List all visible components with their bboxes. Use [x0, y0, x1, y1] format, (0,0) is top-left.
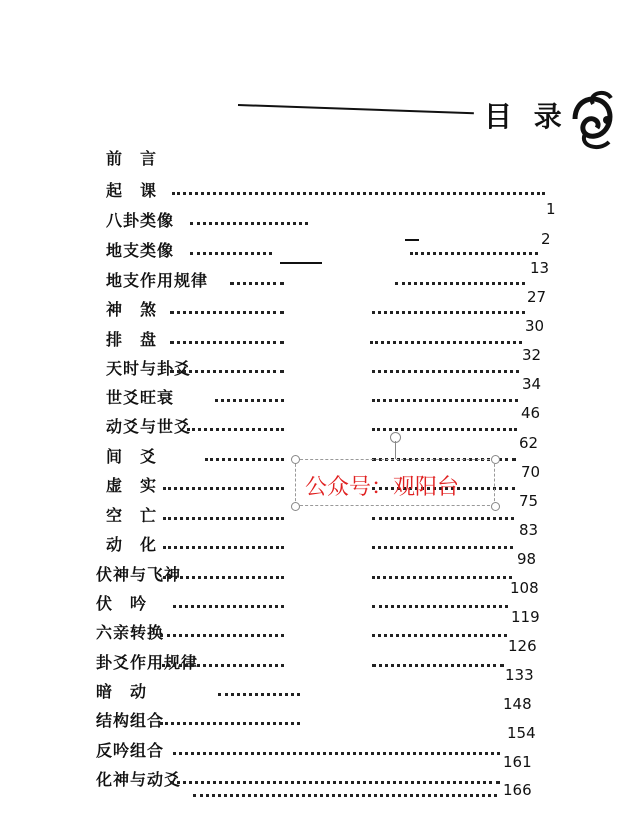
toc-page-number: 154 — [507, 724, 536, 742]
toc-entry-title: 地支作用规律 — [106, 271, 209, 290]
toc-page-number: 75 — [519, 492, 539, 510]
leader-dots — [173, 752, 500, 755]
toc-page-number: 70 — [521, 463, 541, 481]
leader-dots — [170, 311, 284, 314]
leader-dots — [372, 634, 507, 637]
toc-page-number: 30 — [525, 317, 545, 335]
toc-entry — [0, 238, 621, 264]
rotate-handle-stem — [395, 441, 396, 459]
toc-entry-title: 卦爻作用规律 — [96, 653, 199, 672]
leader-dots — [170, 341, 284, 344]
leader-dots — [163, 546, 284, 549]
toc-page-number: 1 — [546, 200, 556, 218]
leader-dots — [372, 370, 519, 373]
leader-dots — [370, 341, 522, 344]
toc-entry-title: 八卦类像 — [106, 211, 175, 230]
leader-dots — [193, 794, 497, 797]
leader-dots — [218, 693, 300, 696]
toc-page-number: 62 — [519, 434, 539, 452]
leader-dots — [372, 605, 508, 608]
toc-page-number: 98 — [517, 550, 537, 568]
toc-page-number: 108 — [510, 579, 539, 597]
toc-entry-title: 神 煞 — [106, 300, 158, 319]
toc-page-number: 13 — [530, 259, 550, 277]
toc-entry-title: 虚 实 — [106, 476, 158, 495]
header-rule — [238, 104, 474, 114]
watermark-text: 公众号：观阳台 — [305, 475, 460, 500]
leader-dots — [372, 664, 504, 667]
resize-handle-bottom-right[interactable] — [491, 502, 500, 511]
toc-page-number: 148 — [503, 695, 532, 713]
toc-entry-title: 化神与动爻 — [96, 770, 182, 789]
toc-page-number: 161 — [503, 753, 532, 771]
leader-dots — [160, 634, 284, 637]
leader-dots — [187, 428, 284, 431]
toc-entry-title: 动爻与世爻 — [106, 417, 192, 436]
resize-handle-bottom-left[interactable] — [291, 502, 300, 511]
leader-dots — [162, 664, 284, 667]
toc-entry-title: 前 言 — [106, 149, 158, 168]
page-title: 目 录 — [484, 100, 568, 133]
decorative-ornament-icon — [565, 84, 621, 154]
leader-dots — [230, 282, 284, 285]
leader-dots — [372, 576, 512, 579]
leader-dots — [395, 282, 525, 285]
leader-dots — [163, 576, 284, 579]
toc-page-number: 2 — [541, 230, 551, 248]
toc-page-number: 34 — [522, 375, 542, 393]
leader-dots — [172, 192, 545, 195]
leader-dots — [372, 311, 525, 314]
toc-entry — [0, 178, 621, 204]
toc-entry-title: 伏神与飞神 — [96, 565, 182, 584]
leader-dots — [205, 458, 284, 461]
toc-page-number: 32 — [522, 346, 542, 364]
toc-page-number: 133 — [505, 666, 534, 684]
leader-dots — [372, 428, 517, 431]
toc-entry-title: 排 盘 — [106, 330, 158, 349]
resize-handle-top-right[interactable] — [491, 455, 500, 464]
toc-entry-title: 伏 吟 — [96, 594, 148, 613]
toc-entry — [0, 208, 621, 234]
toc-page-number: 27 — [527, 288, 547, 306]
leader-dots — [190, 252, 272, 255]
toc-entry-title: 反吟组合 — [96, 741, 165, 760]
toc-entry-title: 世爻旺衰 — [106, 388, 175, 407]
toc-entry — [0, 146, 621, 172]
leader-dots — [372, 399, 518, 402]
toc-entry-title: 天时与卦爻 — [106, 359, 192, 378]
leader-dots — [215, 399, 284, 402]
scan-artifact — [405, 239, 419, 241]
leader-dots — [170, 370, 284, 373]
toc-entry-title: 结构组合 — [96, 711, 165, 730]
toc-entry-title: 六亲转换 — [96, 623, 165, 642]
toc-page-number: 166 — [503, 781, 532, 799]
leader-dots — [163, 487, 284, 490]
toc-page-number: 83 — [519, 521, 539, 539]
leader-dots — [160, 722, 300, 725]
scan-artifact — [280, 262, 322, 264]
toc-entry-title: 间 爻 — [106, 447, 158, 466]
toc-page-number: 119 — [511, 608, 540, 626]
toc-entry-title: 起 课 — [106, 181, 158, 200]
leader-dots — [163, 517, 284, 520]
resize-handle-top-left[interactable] — [291, 455, 300, 464]
toc-page-number: 126 — [508, 637, 537, 655]
leader-dots — [372, 546, 513, 549]
toc-entry-title: 空 亡 — [106, 506, 158, 525]
toc-entry-title: 动 化 — [106, 535, 158, 554]
leader-dots — [190, 222, 308, 225]
toc-page-number: 46 — [521, 404, 541, 422]
toc-entry-title: 暗 动 — [96, 682, 148, 701]
leader-dots — [410, 252, 538, 255]
leader-dots — [372, 517, 514, 520]
toc-entry-title: 地支类像 — [106, 241, 175, 260]
leader-dots — [173, 605, 284, 608]
